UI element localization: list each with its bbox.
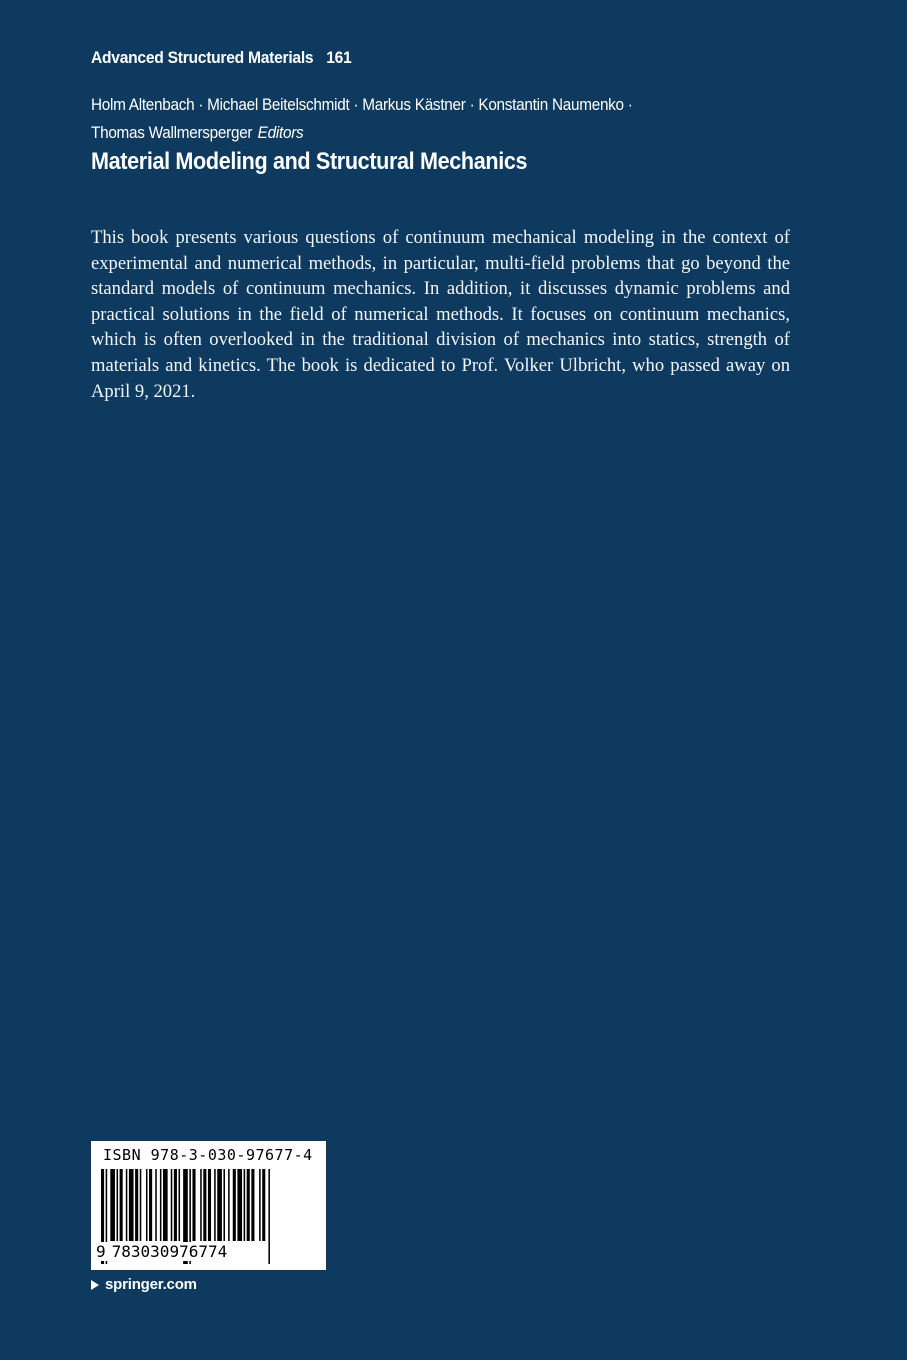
barcode-bar	[155, 1169, 157, 1241]
barcode-bar	[214, 1169, 216, 1241]
series-name: Advanced Structured Materials	[91, 48, 314, 67]
book-description: This book presents various questions of continuum mechanical modeling in the context of experimental and numerical methods, in particular, multi-field problems that go beyond the standard models of continuum mechanics. In addition, it discusses dynamic problems and practical solutions in the field of numerical methods. It focuses on continuum mechanics, which is often overlooked in the traditional division of mechanics into statics, strength of materials and kinetics. The book is dedicated to Prof. Volker Ulbricht, who passed away on April 9, 2021.	[91, 227, 790, 402]
series-volume: 161	[326, 48, 352, 67]
barcode-bar	[135, 1169, 138, 1241]
barcode-bar	[208, 1169, 211, 1241]
barcode-bar	[192, 1169, 195, 1241]
triangle-arrow-icon	[91, 1280, 99, 1290]
barcode-bar	[262, 1169, 265, 1241]
barcode-bar	[149, 1169, 152, 1241]
barcode-bar	[217, 1169, 222, 1241]
barcode-bar	[268, 1169, 270, 1264]
barcode-bar	[259, 1169, 261, 1241]
barcode-bar	[126, 1169, 128, 1241]
barcode-bar	[223, 1169, 225, 1241]
series-line	[91, 48, 351, 68]
publisher-link[interactable]	[91, 1276, 197, 1293]
barcode-bar	[233, 1169, 236, 1241]
barcode-digits	[96, 1242, 227, 1261]
editors-role: Editors	[257, 123, 304, 142]
barcode-bar	[110, 1169, 115, 1241]
barcode-bar	[163, 1169, 168, 1241]
barcode-bar	[146, 1169, 148, 1241]
book-title: Material Modeling and Structural Mechanics	[91, 148, 528, 175]
editor-names: Holm Altenbach · Michael Beitelschmidt · Markus Kästner · Konstantin Naumenko · Thomas Wallmersperger	[91, 95, 633, 142]
barcode-bar	[228, 1169, 230, 1241]
barcode-bar	[117, 1169, 119, 1241]
barcode-bar	[247, 1169, 250, 1241]
barcode-bar	[129, 1169, 134, 1241]
barcode-first-digit: 9	[96, 1242, 106, 1261]
barcode-digit-string: 783030976774	[111, 1242, 228, 1261]
isbn-label: ISBN 978-3-030-97677-4	[103, 1146, 313, 1164]
isbn-barcode	[91, 1141, 326, 1270]
barcode-bar	[174, 1169, 177, 1241]
barcode-bar	[237, 1169, 242, 1241]
barcode-bar	[120, 1169, 123, 1241]
publisher-url: springer.com	[105, 1276, 197, 1293]
barcode-bar	[203, 1169, 206, 1241]
barcode-bar	[171, 1169, 173, 1241]
barcode-bar	[244, 1169, 246, 1241]
barcode-bar	[200, 1169, 202, 1241]
barcode-bar	[251, 1169, 254, 1241]
barcode-bar	[160, 1169, 162, 1241]
editors-line	[91, 91, 685, 147]
barcode-bar	[140, 1169, 142, 1241]
barcode-bar	[179, 1169, 181, 1241]
